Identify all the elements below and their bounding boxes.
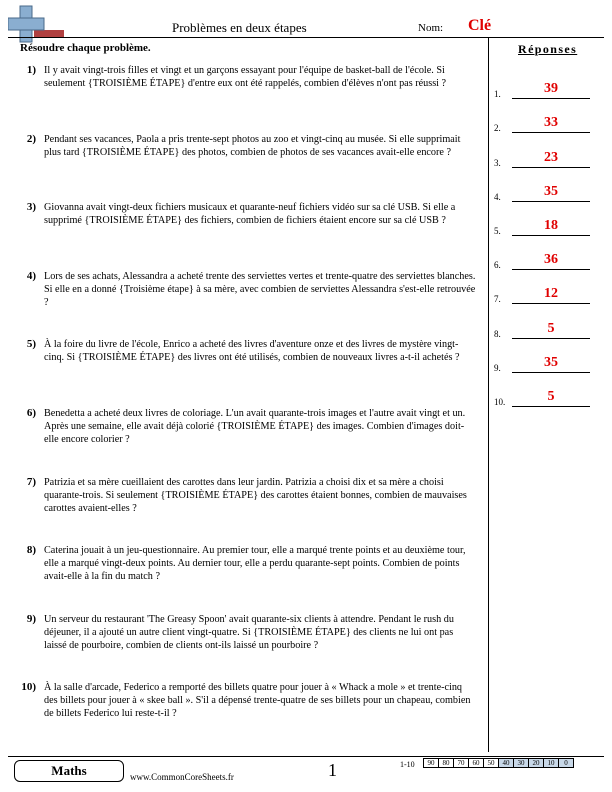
problem-item	[12, 133, 478, 202]
answer-line	[512, 132, 590, 133]
problem-list	[12, 64, 478, 750]
answer-item	[494, 106, 600, 140]
answer-line	[512, 167, 590, 168]
page-number: 1	[328, 760, 337, 780]
problem-number: 1)	[26, 64, 36, 76]
answer-value: 36	[544, 252, 558, 268]
score-cell: 90	[423, 758, 439, 768]
answer-item	[494, 140, 600, 174]
column-divider	[488, 38, 489, 752]
answer-number: 7.	[494, 294, 501, 305]
answer-item	[494, 311, 600, 345]
problem-text: Il y avait vingt-trois filles et vingt et un garçons essayant pour l'équipe de basket-ball de l'école. Si seulement {TROISIÈME ÉTAPE} d'entre eux ont été rappelés, combien d'élèves n'ont pas réussi ?	[44, 65, 447, 89]
answer-line	[512, 406, 590, 407]
problem-item	[12, 201, 478, 270]
answer-value: 35	[544, 183, 558, 199]
problem-number: 2)	[26, 132, 36, 145]
answer-number: 2.	[494, 123, 501, 134]
plus-logo-icon	[8, 4, 68, 44]
problem-number: 5)	[26, 338, 36, 351]
problem-text: Un serveur du restaurant 'The Greasy Spoon' avait quarante-six clients à attendre. Pendant le rush du déjeuner, il a ajouté un autre client vingt-quatre. Si {TROISIÈME ÉTAPE} des clients ne lui ont pas laissé de pourboire, combien de clients ont-ils laissé un pourboire ?	[44, 613, 454, 651]
answer-item	[494, 277, 600, 311]
answer-line	[512, 201, 590, 202]
problem-item	[12, 64, 478, 133]
problem-number: 7)	[26, 475, 36, 488]
score-cell: 60	[468, 758, 484, 768]
answer-number: 3.	[494, 157, 501, 168]
score-range-label: 1-10	[400, 760, 415, 769]
problem-number: 10)	[21, 681, 36, 694]
answer-line	[512, 372, 590, 373]
answer-item	[494, 72, 600, 106]
answer-number: 8.	[494, 328, 501, 339]
score-cell: 0	[558, 758, 574, 768]
answer-item	[494, 380, 600, 414]
problem-text: Benedetta a acheté deux livres de coloriage. L'un avait quarante-trois images et l'autre avait vingt et un. Après une semaine, elle avait déjà colorié {TROISIÈME ÉTAPE} des images. Combien d'images doit-elle encore colorier ?	[44, 407, 466, 445]
problem-number: 9)	[26, 612, 36, 625]
page-title: Problèmes en deux étapes	[172, 20, 307, 35]
subject-badge: Maths	[14, 760, 124, 782]
name-label: Nom:	[418, 22, 444, 34]
instruction: Résoudre chaque problème.	[20, 42, 151, 54]
answer-line	[512, 235, 590, 236]
problem-number: 3)	[26, 201, 36, 214]
problem-item	[12, 681, 478, 750]
footer-divider	[8, 756, 604, 757]
answer-item	[494, 346, 600, 380]
answer-item	[494, 175, 600, 209]
answer-number: 4.	[494, 191, 501, 202]
header-divider	[8, 37, 604, 38]
problem-item	[12, 613, 478, 682]
logo	[8, 4, 68, 44]
answer-list	[494, 72, 600, 414]
answer-value: 18	[544, 217, 558, 233]
problem-item	[12, 476, 478, 545]
problem-number: 4)	[26, 269, 36, 282]
score-cell: 40	[498, 758, 514, 768]
answer-number: 10.	[494, 396, 506, 407]
problem-text: À la salle d'arcade, Federico a remporté des billets quatre pour jouer à « Whack a mole » et trente-cinq des billets pour jouer à « skee ball ». S'il a dépensé trente-quatre de ses billets pour un chapeau, combien de billets Federico lui reste-t-il ?	[44, 682, 471, 720]
score-cell: 10	[543, 758, 559, 768]
problem-item	[12, 407, 478, 476]
problem-item	[12, 270, 478, 339]
answer-line	[512, 269, 590, 270]
answer-item	[494, 243, 600, 277]
answer-value: 35	[544, 354, 558, 370]
score-cell: 50	[483, 758, 499, 768]
score-table	[424, 758, 574, 768]
problem-text: Giovanna avait vingt-deux fichiers musicaux et quarante-neuf fichiers vidéo sur sa clé USB. Si elle a supprimé {TROISIÈME ÉTAPE} des fichiers, combien de fichiers étaient encore sur sa clé USB ?	[44, 202, 456, 227]
answer-item	[494, 209, 600, 243]
score-cell: 30	[513, 758, 529, 768]
problem-number: 6)	[26, 406, 36, 419]
name-value: Clé	[468, 17, 492, 34]
answer-number: 6.	[494, 260, 501, 271]
problem-item	[12, 338, 478, 407]
answer-value: 12	[544, 286, 558, 302]
problem-text: À la foire du livre de l'école, Enrico a acheté des livres d'aventure onze et des livres de mystère vingt-cinq. Si {TROISIÈME ÉTAPE} des livres ont été utilisés, combien de nouveaux livres a-t-il achetés ?	[44, 339, 460, 364]
score-cell: 20	[528, 758, 544, 768]
problem-item	[12, 544, 478, 613]
answer-number: 5.	[494, 225, 501, 236]
problem-text: Caterina jouait à un jeu-questionnaire. Au premier tour, elle a marqué trente points et au deuxième tour, elle a marqué vingt-deux points. Au dernier tour, elle a perdu quarante-sept points. Combien de points avait-elle à la fin du match ?	[44, 545, 466, 583]
answer-number: 1.	[494, 89, 501, 100]
answer-line	[512, 338, 590, 339]
problem-text: Lors de ses achats, Alessandra a acheté trente des serviettes vertes et trente-quatre des serviettes blanches. Si elle en a donné {Troisième étape} à sa mère, avec combien de serviettes Alessandra s'est-elle retrouvée ?	[44, 270, 476, 308]
answer-value: 39	[544, 81, 558, 97]
problem-text: Patrizia et sa mère cueillaient des carottes dans leur jardin. Patrizia a choisi dix et sa mère a choisi quarante-trois. Si seulement {TROISIÈME ÉTAPE} des carottes étaient bonnes, combien de mauvaises carottes avaient-elles ?	[44, 476, 467, 514]
answer-value: 5	[547, 320, 555, 336]
site-url: www.CommonCoreSheets.fr	[130, 772, 234, 782]
answer-line	[512, 303, 590, 304]
score-cell: 70	[453, 758, 469, 768]
problem-text: Pendant ses vacances, Paola a pris trente-sept photos au zoo et vingt-cinq au musée. Si elle supprimait plus tard {TROISIÈME ÉTAPE} des photos, combien de photos de ses vacances avait-elle encore ?	[44, 133, 461, 158]
answer-value: 33	[544, 115, 558, 131]
answer-line	[512, 98, 590, 99]
answer-number: 9.	[494, 362, 501, 373]
score-cell: 80	[438, 758, 454, 768]
answers-title: Réponses	[518, 42, 578, 56]
answer-value: 5	[547, 388, 555, 404]
answer-value: 23	[544, 149, 558, 165]
problem-number: 8)	[26, 544, 36, 557]
